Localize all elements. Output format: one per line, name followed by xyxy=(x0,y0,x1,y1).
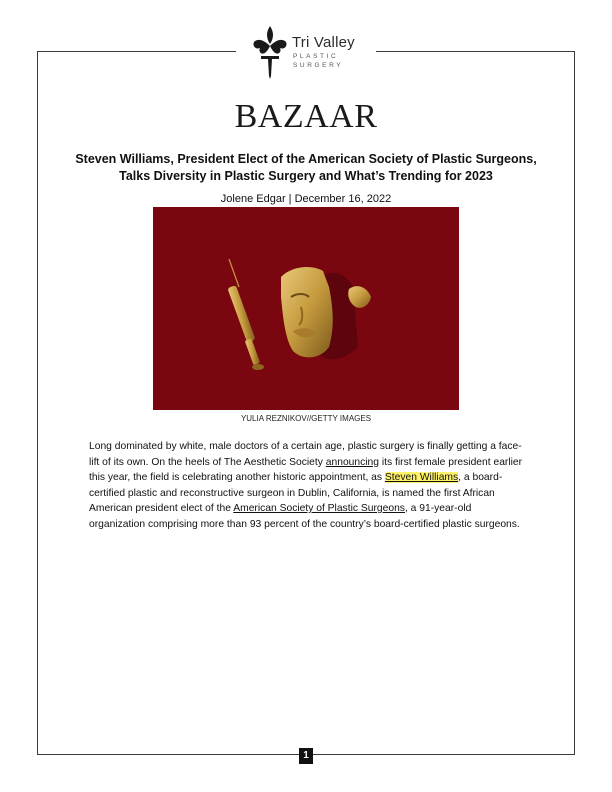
body-text-4: , a 91-year-old organization comprising more than 93 percent of the country’s board-certified plastic surgeons. xyxy=(89,503,520,530)
fleur-de-lis-icon xyxy=(250,24,290,80)
gold-mask-syringe-illustration xyxy=(153,207,459,410)
steven-williams-link[interactable]: Steven Williams xyxy=(384,472,459,483)
body-text-2: its first female president earlier this year, the field is celebrating another historic appointment, as xyxy=(89,456,523,483)
photo-caption: YULIA REZNIKOV//GETTY IMAGES xyxy=(240,414,372,423)
brand-line-1: PLASTIC xyxy=(293,53,339,60)
publication-logo: BAZAAR xyxy=(234,98,378,135)
announcing-link[interactable]: announcing xyxy=(325,456,380,468)
body-text-1: Long dominated by white, male doctors of a certain age, plastic surgery is finally getting a face-lift of its own. On the heels of The Aesthetic Society xyxy=(89,441,522,468)
brand-line-2: SURGERY xyxy=(293,62,344,69)
article-byline: Jolene Edgar | December 16, 2022 xyxy=(220,193,392,205)
brand-name: Tri Valley xyxy=(292,34,355,51)
article-body xyxy=(89,439,529,532)
tri-valley-logo xyxy=(236,22,376,82)
page-number: 1 xyxy=(299,748,313,764)
article-photo xyxy=(153,207,459,410)
article-title: Steven Williams, President Elect of the American Society of Plastic Surgeons, Talks Diversity in Plastic Surgery and What’s Trending for 2023 xyxy=(75,152,537,183)
asps-link[interactable]: American Society of Plastic Surgeons xyxy=(233,503,405,514)
body-text-3: , a board-certified plastic and reconstructive surgeon in Dublin, California, is named the first African American president elect of the xyxy=(89,472,503,514)
